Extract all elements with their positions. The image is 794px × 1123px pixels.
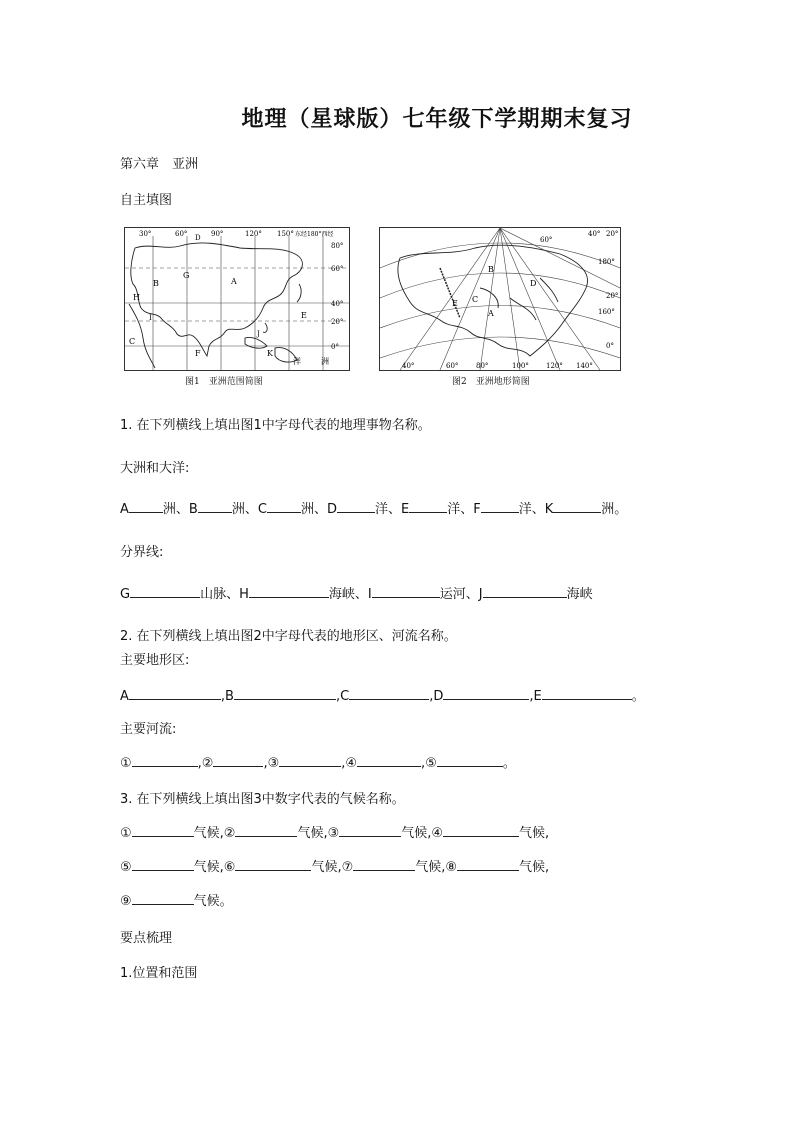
chapter-heading: 第六章 亚洲 — [120, 157, 199, 172]
blank-suffix: 气候, — [193, 860, 224, 875]
answer-blank[interactable] — [132, 892, 194, 905]
blank-suffix: , — [335, 689, 341, 704]
blank-label: ③ — [327, 826, 340, 841]
fig2-letter: E — [452, 299, 458, 308]
section-heading-fill-map: 自主填图 — [120, 193, 173, 208]
fig2-lon-label: 80° — [476, 362, 489, 370]
blank-suffix: 气候, — [297, 826, 328, 841]
fig1-letter: B — [153, 279, 159, 288]
answer-blank[interactable] — [129, 687, 221, 700]
fig2-letter: A — [488, 309, 494, 318]
q1-boundary-heading: 分界线: — [120, 545, 164, 560]
page-title: 地理（星球版）七年级下学期期末复习 — [241, 106, 633, 132]
fig1-letter: K — [267, 349, 273, 358]
fig1-lat-label: 60° — [331, 265, 344, 273]
blank-label: I — [367, 587, 372, 602]
fig1-ocean-text: 洋 — [293, 357, 301, 366]
answer-blank[interactable] — [353, 858, 415, 871]
question-2: 2. 在下列横线上填出图2中字母代表的地形区、河流名称。 — [120, 629, 457, 644]
point-1-heading: 1.位置和范围 — [120, 966, 198, 981]
figure-1-caption: 图1 亚洲范围简图 — [185, 377, 263, 387]
answer-blank[interactable] — [409, 500, 447, 513]
answer-blank[interactable] — [553, 500, 601, 513]
figure-2-map — [379, 227, 621, 371]
fig1-lat-label: 40° — [331, 300, 344, 308]
blank-label: ④ — [431, 826, 444, 841]
fig2-lon-label: 20° — [606, 292, 619, 300]
answer-blank[interactable] — [130, 585, 200, 598]
answer-blank[interactable] — [457, 858, 519, 871]
fig1-lat-label: 0° — [331, 343, 339, 351]
blank-suffix: 气候。 — [193, 894, 233, 909]
blank-label: ⑦ — [341, 860, 354, 875]
blank-label: C — [257, 502, 267, 517]
q3-climate-row-3 — [120, 890, 233, 909]
q1-continents-row — [120, 498, 627, 517]
answer-blank[interactable] — [443, 687, 529, 700]
blank-suffix: , — [220, 689, 226, 704]
blank-suffix: , — [197, 756, 202, 771]
fig1-letter: I — [149, 314, 152, 322]
blank-suffix: 洲、 — [231, 502, 258, 517]
fig2-lon-label: 40° — [402, 362, 415, 370]
fig1-top-label: D — [195, 234, 201, 242]
figure-2-caption: 图2 亚洲地形简图 — [452, 377, 530, 387]
fig1-lat-label: 20° — [331, 318, 344, 326]
fig1-letter: H — [133, 293, 140, 302]
fig2-lon-label: 60° — [446, 362, 459, 370]
answer-blank[interactable] — [213, 754, 263, 767]
blank-suffix: 气候, — [415, 860, 446, 875]
answer-blank[interactable] — [267, 500, 301, 513]
fig1-letter: F — [195, 349, 201, 358]
answer-blank[interactable] — [279, 754, 341, 767]
answer-blank[interactable] — [437, 754, 503, 767]
blank-label: ⑧ — [445, 860, 458, 875]
answer-blank[interactable] — [234, 687, 336, 700]
fig2-letter: C — [472, 295, 479, 304]
answer-blank[interactable] — [235, 858, 311, 871]
fig1-top-label: 150° — [277, 230, 294, 238]
answer-blank[interactable] — [542, 687, 632, 700]
blank-label: G — [120, 587, 131, 602]
fig1-ocean-text: 洲 — [321, 357, 329, 366]
blank-suffix: 洋、 — [518, 502, 545, 517]
fig1-top-label: 120° — [245, 230, 262, 238]
q2-rivers-row — [120, 752, 516, 771]
blank-suffix: 山脉、 — [200, 587, 240, 602]
fig1-top-label: 30° — [139, 230, 152, 238]
blank-suffix: , — [421, 756, 426, 771]
answer-blank[interactable] — [235, 824, 297, 837]
blank-label: B — [225, 689, 234, 704]
blank-label: ④ — [345, 756, 358, 771]
blank-label: B — [188, 502, 198, 517]
blank-suffix: , — [263, 756, 268, 771]
blank-label: ⑤ — [425, 756, 437, 771]
answer-blank[interactable] — [483, 585, 567, 598]
answer-blank[interactable] — [357, 754, 421, 767]
blank-label: A — [120, 502, 129, 517]
blank-label: ⑥ — [223, 860, 236, 875]
blank-suffix: 气候, — [519, 860, 550, 875]
blank-label: ③ — [267, 756, 280, 771]
fig2-lon-label: 100° — [512, 362, 529, 370]
answer-blank[interactable] — [129, 500, 163, 513]
fig2-lon-label: 40° — [588, 230, 601, 238]
blank-label: E — [533, 689, 542, 704]
answer-blank[interactable] — [481, 500, 519, 513]
blank-suffix: 洲、 — [300, 502, 327, 517]
blank-label: ⑤ — [120, 860, 132, 875]
blank-suffix: , — [429, 689, 434, 704]
blank-suffix: 。 — [631, 689, 645, 704]
q3-climate-row-2 — [120, 856, 549, 875]
blank-suffix: 海峡 — [566, 587, 593, 602]
fig2-lon-label: 160° — [598, 308, 615, 316]
blank-label: F — [473, 502, 481, 517]
fig2-lon-label: 120° — [546, 362, 563, 370]
fig2-lon-label: 140° — [576, 362, 593, 370]
question-1: 1. 在下列横线上填出图1中字母代表的地理事物名称。 — [120, 418, 431, 433]
blank-suffix: 气候, — [401, 826, 432, 841]
blank-suffix: , — [529, 689, 534, 704]
q2-rivers-heading: 主要河流: — [120, 722, 177, 737]
fig1-top-label: 60° — [175, 230, 188, 238]
blank-suffix: 运河、 — [439, 587, 479, 602]
fig2-letter: B — [488, 265, 494, 274]
blank-label: H — [239, 587, 249, 602]
fig2-lon-label: 180° — [598, 258, 615, 266]
blank-label: D — [326, 502, 337, 517]
fig1-letter: C — [129, 337, 136, 346]
answer-blank[interactable] — [349, 687, 429, 700]
blank-label: C — [340, 689, 350, 704]
q1-continents-heading: 大洲和大洋: — [120, 461, 190, 476]
blank-suffix: 气候, — [311, 860, 342, 875]
blank-label: A — [120, 689, 129, 704]
blank-suffix: 气候, — [519, 826, 550, 841]
blank-suffix: 海峡、 — [328, 587, 368, 602]
q2-landforms-row — [120, 685, 645, 704]
blank-label: E — [400, 502, 410, 517]
answer-blank[interactable] — [372, 585, 440, 598]
answer-blank[interactable] — [249, 585, 329, 598]
q3-climate-row-1 — [120, 822, 549, 841]
figure-1-map — [124, 227, 350, 371]
blank-label: ② — [223, 826, 236, 841]
blank-suffix: 洋、 — [374, 502, 401, 517]
fig1-letter: A — [231, 277, 237, 286]
fig1-letter: G — [183, 271, 190, 280]
fig2-lon-label: 0° — [606, 342, 614, 350]
answer-blank[interactable] — [198, 500, 232, 513]
answer-blank[interactable] — [339, 824, 401, 837]
blank-label: ⑨ — [120, 894, 132, 909]
blank-label: ① — [120, 826, 132, 841]
fig1-lat-label: 80° — [331, 242, 344, 250]
fig1-top-label: 90° — [211, 230, 224, 238]
q2-landforms-heading: 主要地形区: — [120, 653, 190, 668]
answer-blank[interactable] — [132, 858, 194, 871]
blank-label: J — [478, 587, 483, 602]
fig1-letter: J — [257, 330, 260, 338]
answer-blank[interactable] — [132, 754, 198, 767]
blank-suffix: 气候, — [193, 826, 224, 841]
fig2-lon-label: 60° — [540, 236, 553, 244]
blank-suffix: 洲、 — [162, 502, 189, 517]
blank-suffix: , — [341, 756, 346, 771]
blank-label: ① — [120, 756, 132, 771]
answer-blank[interactable] — [337, 500, 375, 513]
fig2-lon-label: 20° — [606, 230, 619, 238]
blank-label: ② — [201, 756, 214, 771]
answer-blank[interactable] — [132, 824, 194, 837]
asia-range-map — [125, 228, 349, 370]
section-heading-key-points: 要点梳理 — [120, 931, 173, 946]
blank-label: D — [433, 689, 444, 704]
fig1-letter: E — [301, 311, 307, 320]
asia-terrain-map — [380, 228, 620, 370]
fig1-top-label: 东经180°西经 — [295, 231, 334, 238]
blank-label: K — [544, 502, 554, 517]
q1-boundary-row — [120, 583, 593, 602]
blank-suffix: 。 — [502, 756, 516, 771]
answer-blank[interactable] — [443, 824, 519, 837]
fig2-letter: D — [530, 279, 537, 288]
blank-suffix: 洋、 — [447, 502, 474, 517]
question-3: 3. 在下列横线上填出图3中数字代表的气候名称。 — [120, 792, 405, 807]
blank-suffix: 洲。 — [601, 502, 628, 517]
